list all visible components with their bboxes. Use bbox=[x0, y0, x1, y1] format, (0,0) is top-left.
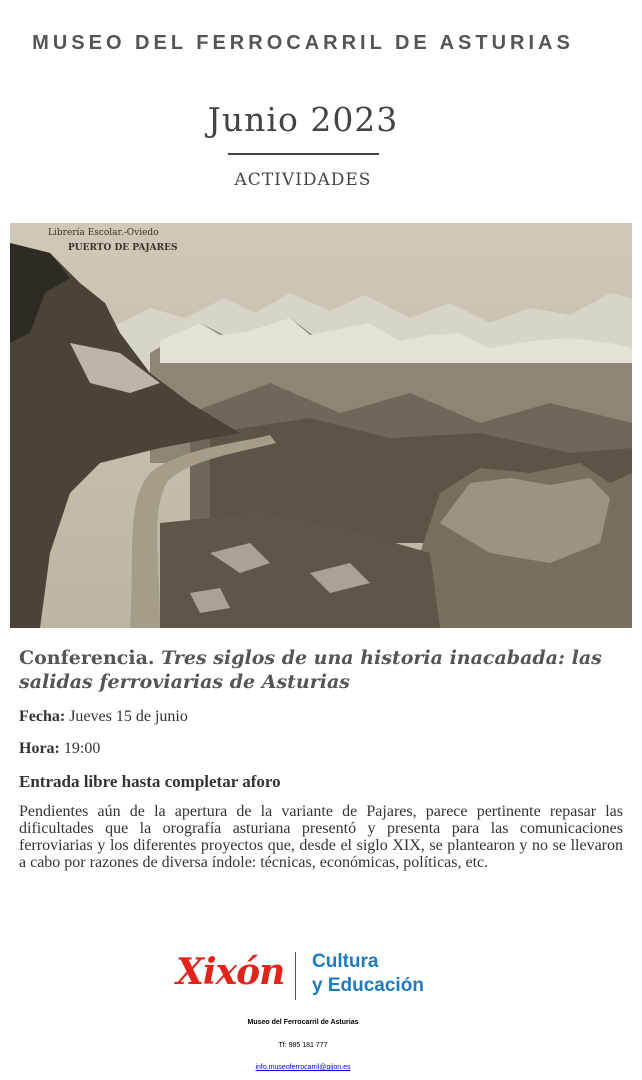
photo-caption-publisher: Librería Escolar.-Oviedo bbox=[48, 228, 159, 238]
logo-divider bbox=[295, 952, 296, 1000]
footer-phone: Tf: 985 181 777 bbox=[278, 1042, 328, 1049]
logo-city: Xixón bbox=[176, 951, 285, 993]
entry-note: Entrada libre hasta completar aforo bbox=[19, 772, 281, 791]
event-title-italic: Tres siglos de una historia inacabada: las salidas ferroviarias de Asturias bbox=[19, 647, 602, 693]
pajares-photo bbox=[10, 223, 632, 628]
xixon-cultura-logo bbox=[176, 950, 436, 1004]
mountain-landscape-illustration bbox=[10, 223, 632, 628]
museum-title: MUSEO DEL FERROCARRIL DE ASTURIAS bbox=[32, 32, 574, 54]
event-title bbox=[19, 646, 619, 694]
date-label: Fecha: bbox=[19, 708, 66, 725]
event-title-prefix: Conferencia. bbox=[19, 647, 155, 669]
photo-caption-place: PUERTO DE PAJARES bbox=[68, 243, 178, 253]
logo-line-2: y Educación bbox=[312, 975, 424, 996]
event-description: Pendientes aún de la apertura de la variante de Pajares, parece pertinente repasar las dificultades que la orografía asturiana presentó y presenta para las comunicaciones ferroviarias y los diferentes proyectos que, desde el siglo XIX, se plantearon y no se llevaron a cabo por razones de diversa índole: técnicas, económicas, políticas, etc. bbox=[19, 803, 623, 871]
time-label: Hora: bbox=[19, 740, 60, 757]
footer-email-link[interactable]: info.museoferrocarril@gijon.es bbox=[255, 1064, 351, 1071]
date-value: Jueves 15 de junio bbox=[69, 708, 188, 725]
month-title: Junio 2023 bbox=[207, 100, 399, 139]
event-time bbox=[19, 740, 619, 758]
title-divider bbox=[228, 153, 379, 155]
logo-line-1: Cultura bbox=[312, 951, 379, 972]
event-date bbox=[19, 708, 619, 726]
section-label: ACTIVIDADES bbox=[234, 170, 372, 190]
time-value: 19:00 bbox=[63, 740, 101, 757]
logo-department bbox=[312, 950, 424, 998]
footer-museum-name: Museo del Ferrocarril de Asturias bbox=[247, 1019, 359, 1026]
